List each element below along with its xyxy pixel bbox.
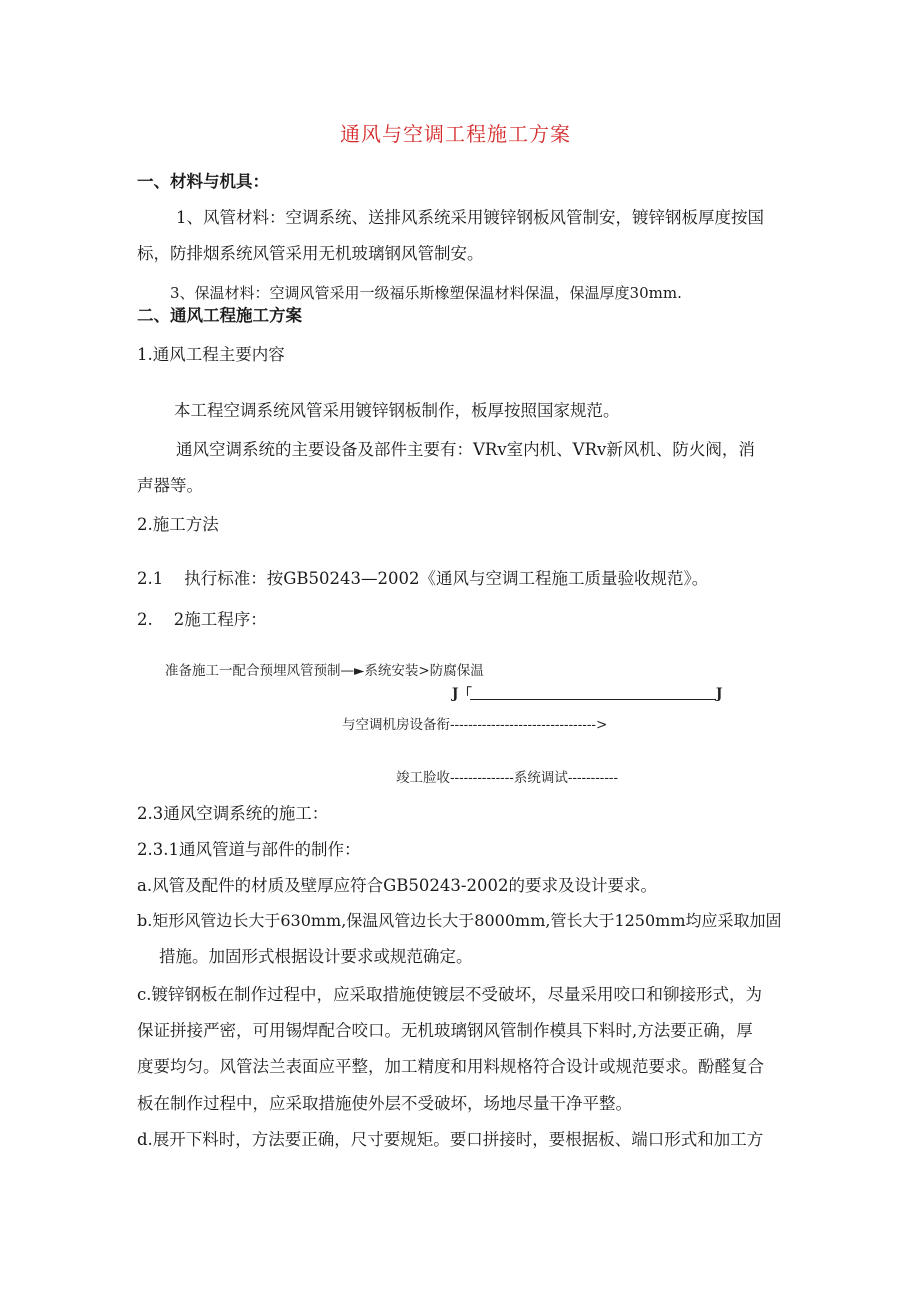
materials-item-3: 3、保温材料：空调风管采用一级福乐斯橡塑保温材料保温，保温厚度30mm. bbox=[170, 284, 682, 302]
subsection-heading-construction-method: 2.施工方法 bbox=[137, 515, 219, 534]
item-2-3-1-heading: 2.3.1通风管道与部件的制作： bbox=[137, 840, 361, 859]
item-a: a.风管及配件的材质及壁厚应符合GB50243-2002的要求及设计要求。 bbox=[137, 876, 657, 895]
page-title: 通风与空调工程施工方案 bbox=[340, 122, 571, 146]
flow-line-3: 与空调机房设备衔--------------------------------> bbox=[342, 717, 608, 733]
materials-item-1-line-2: 标，防排烟系统风管采用无机玻璃钢风管制安。 bbox=[137, 244, 484, 263]
item-c-line-1: c.镀锌钢板在制作过程中，应采取措施使镀层不受破坏，尽量采用咬口和铆接形式，为 bbox=[137, 985, 762, 1004]
item-d-line-1: d.展开下料时，方法要正确，尺寸要规矩。要口拼接时，要根据板、端口形式和加工方 bbox=[137, 1130, 764, 1149]
subsection-heading-main-content: 1.通风工程主要内容 bbox=[137, 345, 285, 364]
item-c-line-4: 板在制作过程中，应采取措施使外层不受破坏，场地尽量干净平整。 bbox=[137, 1094, 632, 1113]
materials-item-1-line-1: 1、风管材料：空调系统、送排风系统采用镀锌钢板风管制安，镀锌钢板厚度按国 bbox=[176, 208, 764, 227]
flow-line-4: 竣工脸收--------------系统调试----------- bbox=[396, 770, 619, 786]
main-content-paragraph-2-line-2: 声器等。 bbox=[137, 476, 203, 495]
flow-line-1: 准备施工一配合预埋风管预制—►系统安装>防腐保温 bbox=[165, 663, 484, 679]
item-c-line-3: 度要均匀。风管法兰表面应平整，加工精度和用料规格符合设计或规范要求。酚醛复合 bbox=[137, 1057, 764, 1076]
item-b-line-1: b.矩形风管边长大于630mm,保温风管边长大于8000mm,管长大于1250mm均应采取加固 bbox=[137, 911, 782, 930]
item-b-line-2: 措施。加固形式根据设计要求或规范确定。 bbox=[159, 947, 473, 966]
item-2-1-standard: 2.1 执行标准：按GB50243—2002《通风与空调工程施工质量验收规范》。 bbox=[137, 569, 709, 588]
item-c-line-2: 保证拼接严密，可用锡焊配合咬口。无机玻璃钢风管制作模具下料时,方法要正确，厚 bbox=[137, 1021, 753, 1040]
item-2-3-heading: 2.3通风空调系统的施工： bbox=[137, 804, 329, 823]
section-heading-ventilation: 二、通风工程施工方案 bbox=[137, 306, 302, 325]
item-2-2-procedure: 2. 2施工程序： bbox=[137, 610, 267, 629]
main-content-paragraph-1: 本工程空调系统风管采用镀锌钢板制作，板厚按照国家规范。 bbox=[174, 401, 620, 420]
main-content-paragraph-2-line-1: 通风空调系统的主要设备及部件主要有：VRv室内机、VRv新风机、防火阀，消 bbox=[176, 440, 755, 459]
section-heading-materials: 一、材料与机具： bbox=[137, 172, 269, 191]
flow-bracket-line bbox=[470, 699, 716, 700]
flow-bracket-right: J bbox=[716, 686, 723, 702]
flow-bracket-left: J「 bbox=[452, 686, 472, 702]
